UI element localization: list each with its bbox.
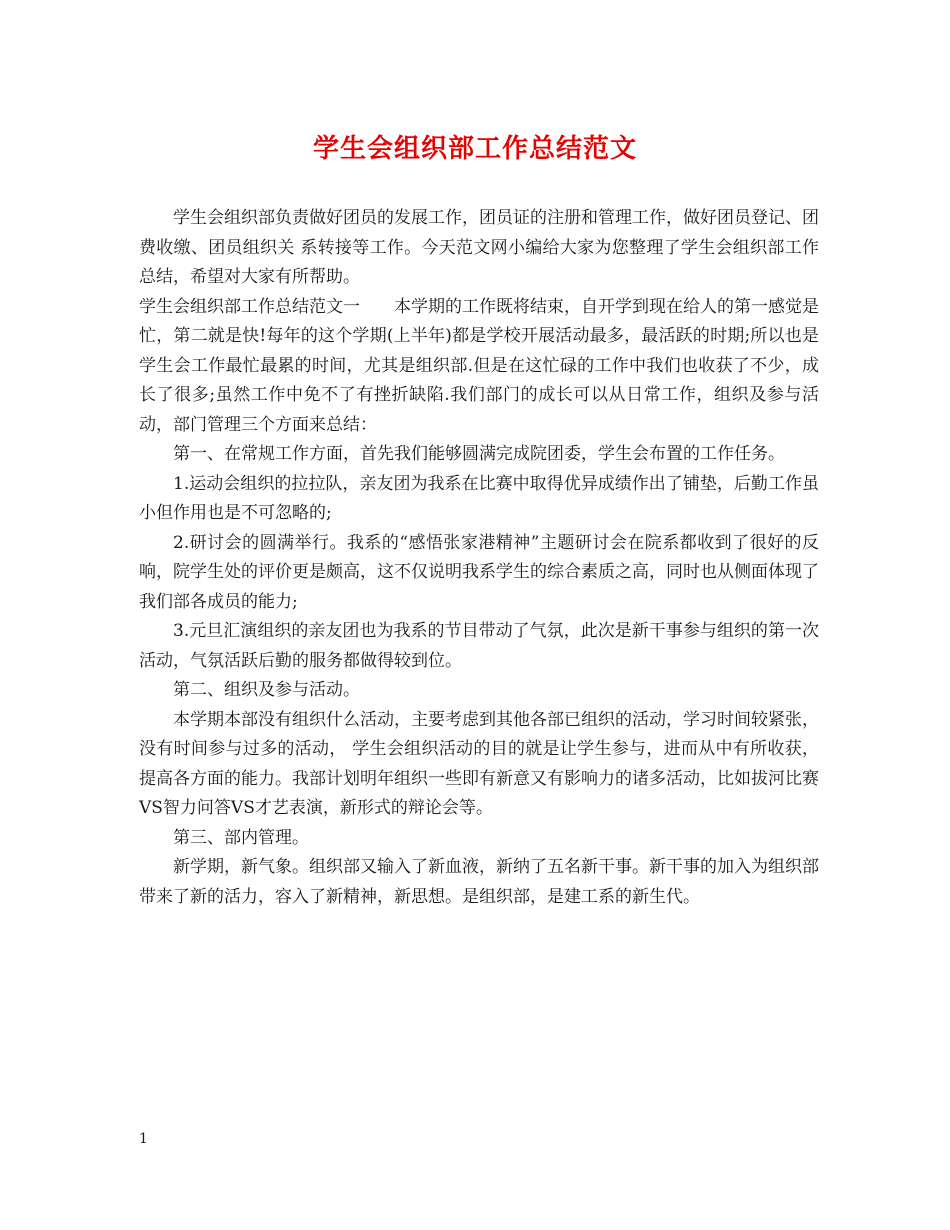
paragraph-section-two: 第二、组织及参与活动。: [173, 680, 360, 700]
paragraph-intro: 学生会组织部负责做好团员的发展工作，团员证的注册和管理工作，做好团员登记、团费收缴、团员组织关 系转接等工作。今天范文网小编给大家为您整理了学生会组织部工作总结，希望对大家有所帮助。: [139, 208, 819, 287]
page-number: 1: [139, 1131, 148, 1147]
document-body: [139, 204, 819, 912]
paragraph-management: 新学期，新气象。组织部又输入了新血液，新纳了五名新干事。新干事的加入为组织部带来了新的活力，容入了新精神，新思想。是组织部，是建工系的新生代。: [139, 857, 819, 907]
paragraph-summary-one: 学生会组织部工作总结范文一 本学期的工作既将结束，自开学到现在给人的第一感觉是忙，第二就是快!每年的这个学期(上半年)都是学校开展活动最多，最活跃的时期;所以也是学生会工作最忙最累的时间，尤其是组织部.但是在这忙碌的工作中我们也收获了不少，成长了很多;虽然工作中免不了有挫折缺陷.我们部门的成长可以从日常工作，组织及参与活动，部门管理三个方面来总结：: [139, 296, 819, 435]
paragraph-item-three: 3.元旦汇演组织的亲友团也为我系的节目带动了气氛，此次是新干事参与组织的第一次活动，气氛活跃后勤的服务都做得较到位。: [139, 621, 819, 671]
paragraph-item-two: 2.研讨会的圆满举行。我系的“感悟张家港精神”主题研讨会在院系都收到了很好的反响，院学生处的评价更是颇高，这不仅说明我系学生的综合素质之高，同时也从侧面体现了我们部各成员的能力;: [139, 532, 819, 612]
page-title: 学生会组织部工作总结范文: [312, 134, 637, 164]
paragraph-section-one: 第一、在常规工作方面，首先我们能够圆满完成院团委，学生会布置的工作任务。: [173, 444, 785, 464]
paragraph-item-one: 1.运动会组织的拉拉队，亲友团为我系在比赛中取得优异成绩作出了铺垫，后勤工作虽小但作用也是不可忽略的;: [139, 473, 819, 523]
paragraph-section-three: 第三、部内管理。: [173, 827, 309, 848]
paragraph-activities: 本学期本部没有组织什么活动，主要考虑到其他各部已组织的活动，学习时间较紧张，没有时间参与过多的活动， 学生会组织活动的目的就是让学生参与，进而从中有所收获，提高各方面的能力。我部计划明年组织一些即有新意又有影响力的诸多活动，比如拔河比赛VS智力问答VS才艺表演，新形式的辩论会等。: [139, 709, 819, 818]
